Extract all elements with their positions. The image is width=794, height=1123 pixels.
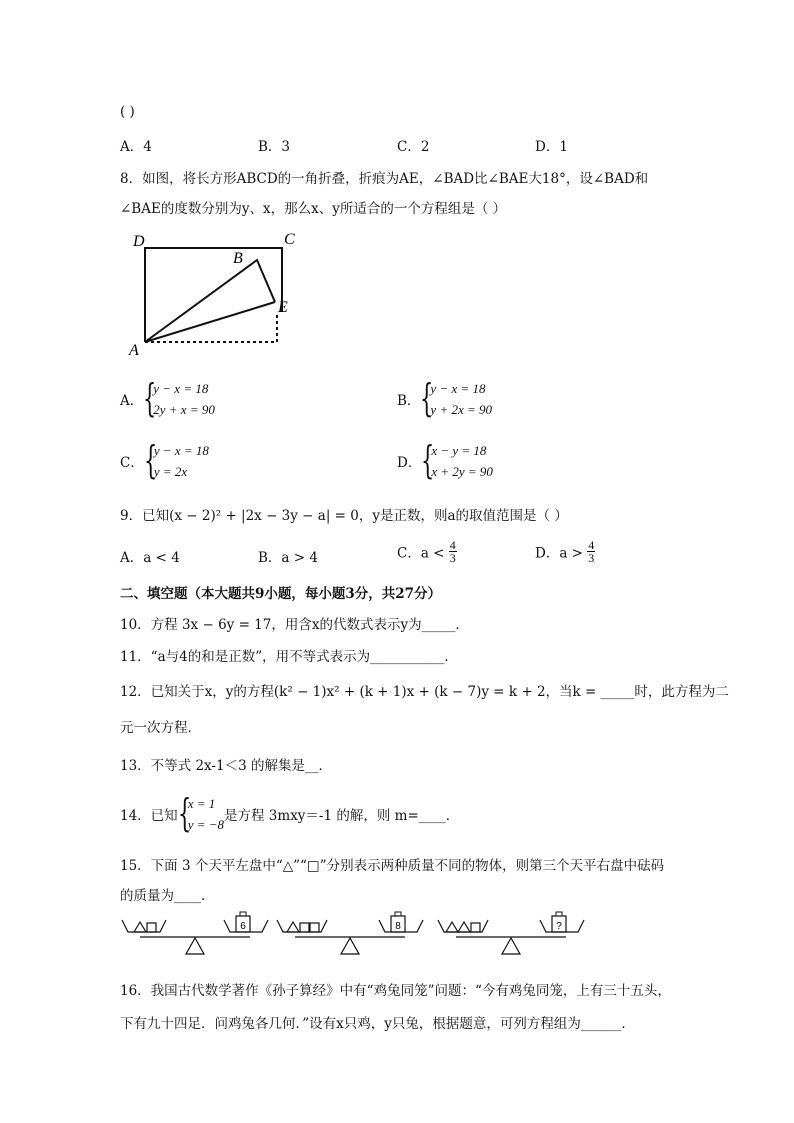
balance-scale-figure-1 (120, 910, 272, 962)
vertex-label-b: B (233, 250, 243, 267)
vertex-label-e: E (278, 299, 288, 316)
q15-text-line1: 15．下面 3 个天平左盘中“△”“□”分别表示两种质量不同的物体，则第三个天平右盘中砝码 (120, 858, 665, 874)
balance-scale-figure-3 (436, 910, 588, 962)
vertex-label-c: C (284, 231, 295, 248)
q8-option-a: A． { y − x = 18 2y + x = 90 (120, 376, 215, 420)
q8-option-b: B． { y − x = 18 y + 2x = 90 (397, 376, 493, 420)
vertex-label-a: A (129, 342, 139, 358)
q7-option-d: D．1 (535, 139, 568, 155)
q14-text: 14．已知 { x = 1 y = −8 是方程 3mxy＝-1 的解，则 m=____． (120, 791, 460, 835)
q11-text: 11．“a与4的和是正数”，用不等式表示为___________． (120, 649, 458, 665)
q9-text: 9．已知(x − 2)² + |2x − 3y − a| = 0，y是正数，则a的取值范围是（ ） (120, 508, 568, 524)
q9-option-d: D．a > $\frac{4}{3}$ (535, 538, 595, 565)
q7-answer-paren: ( ) (120, 104, 135, 120)
q15-text-line2: 的质量为____． (120, 888, 215, 904)
q8-option-c: C． { y − x = 18 y = 2x (120, 438, 209, 482)
q7-option-c: C．2 (397, 139, 430, 155)
q12-text-line1: 12．已知关于x，y的方程(k² − 1)x² + (k + 1)x + (k − 7)y = k + 2，当k = _____时，此方程为二 (120, 684, 729, 700)
balance-weight-label-3: ? (556, 921, 562, 932)
balance-scale-figure-2 (275, 910, 427, 962)
balance-weight-label-2: 8 (395, 921, 401, 932)
q13-text: 13．不等式 2x-1＜3 的解集是__． (120, 758, 332, 774)
q16-text-line1: 16．我国古代数学著作《孙子算经》中有“鸡兔同笼”问题：“今有鸡兔同笼，上有三十五头， (120, 983, 671, 999)
q16-text-line2: 下有九十四足．问鸡兔各几何．”设有x只鸡，y只兔，根据题意，可列方程组为______． (120, 1016, 635, 1032)
q7-option-b: B．3 (258, 139, 291, 155)
q9-option-b: B．a > 4 (258, 550, 318, 566)
q8-folded-rectangle-figure (125, 228, 300, 358)
q8-text-line2: ∠BAE的度数分别为y、x，那么x、y所适合的一个方程组是（ ） (120, 201, 507, 217)
q7-option-a: A．4 (120, 139, 152, 155)
q12-text-line2: 元一次方程． (120, 720, 201, 736)
q8-option-d: D． { x − y = 18 x + 2y = 90 (397, 438, 493, 482)
q10-text: 10．方程 3x − 6y = 17，用含x的代数式表示y为_____． (120, 617, 469, 633)
section-2-heading: 二、填空题（本大题共9小题，每小题3分，共27分） (120, 586, 442, 602)
vertex-label-d: D (133, 233, 145, 250)
q9-option-a: A．a < 4 (120, 550, 180, 566)
balance-weight-label-1: 6 (240, 921, 246, 932)
q8-text-line1: 8．如图，将长方形ABCD的一角折叠，折痕为AE，∠BAD比∠BAE大18°，设∠BAD和 (120, 171, 649, 187)
q9-option-c: C．a < $\frac{4}{3}$ (397, 538, 456, 565)
